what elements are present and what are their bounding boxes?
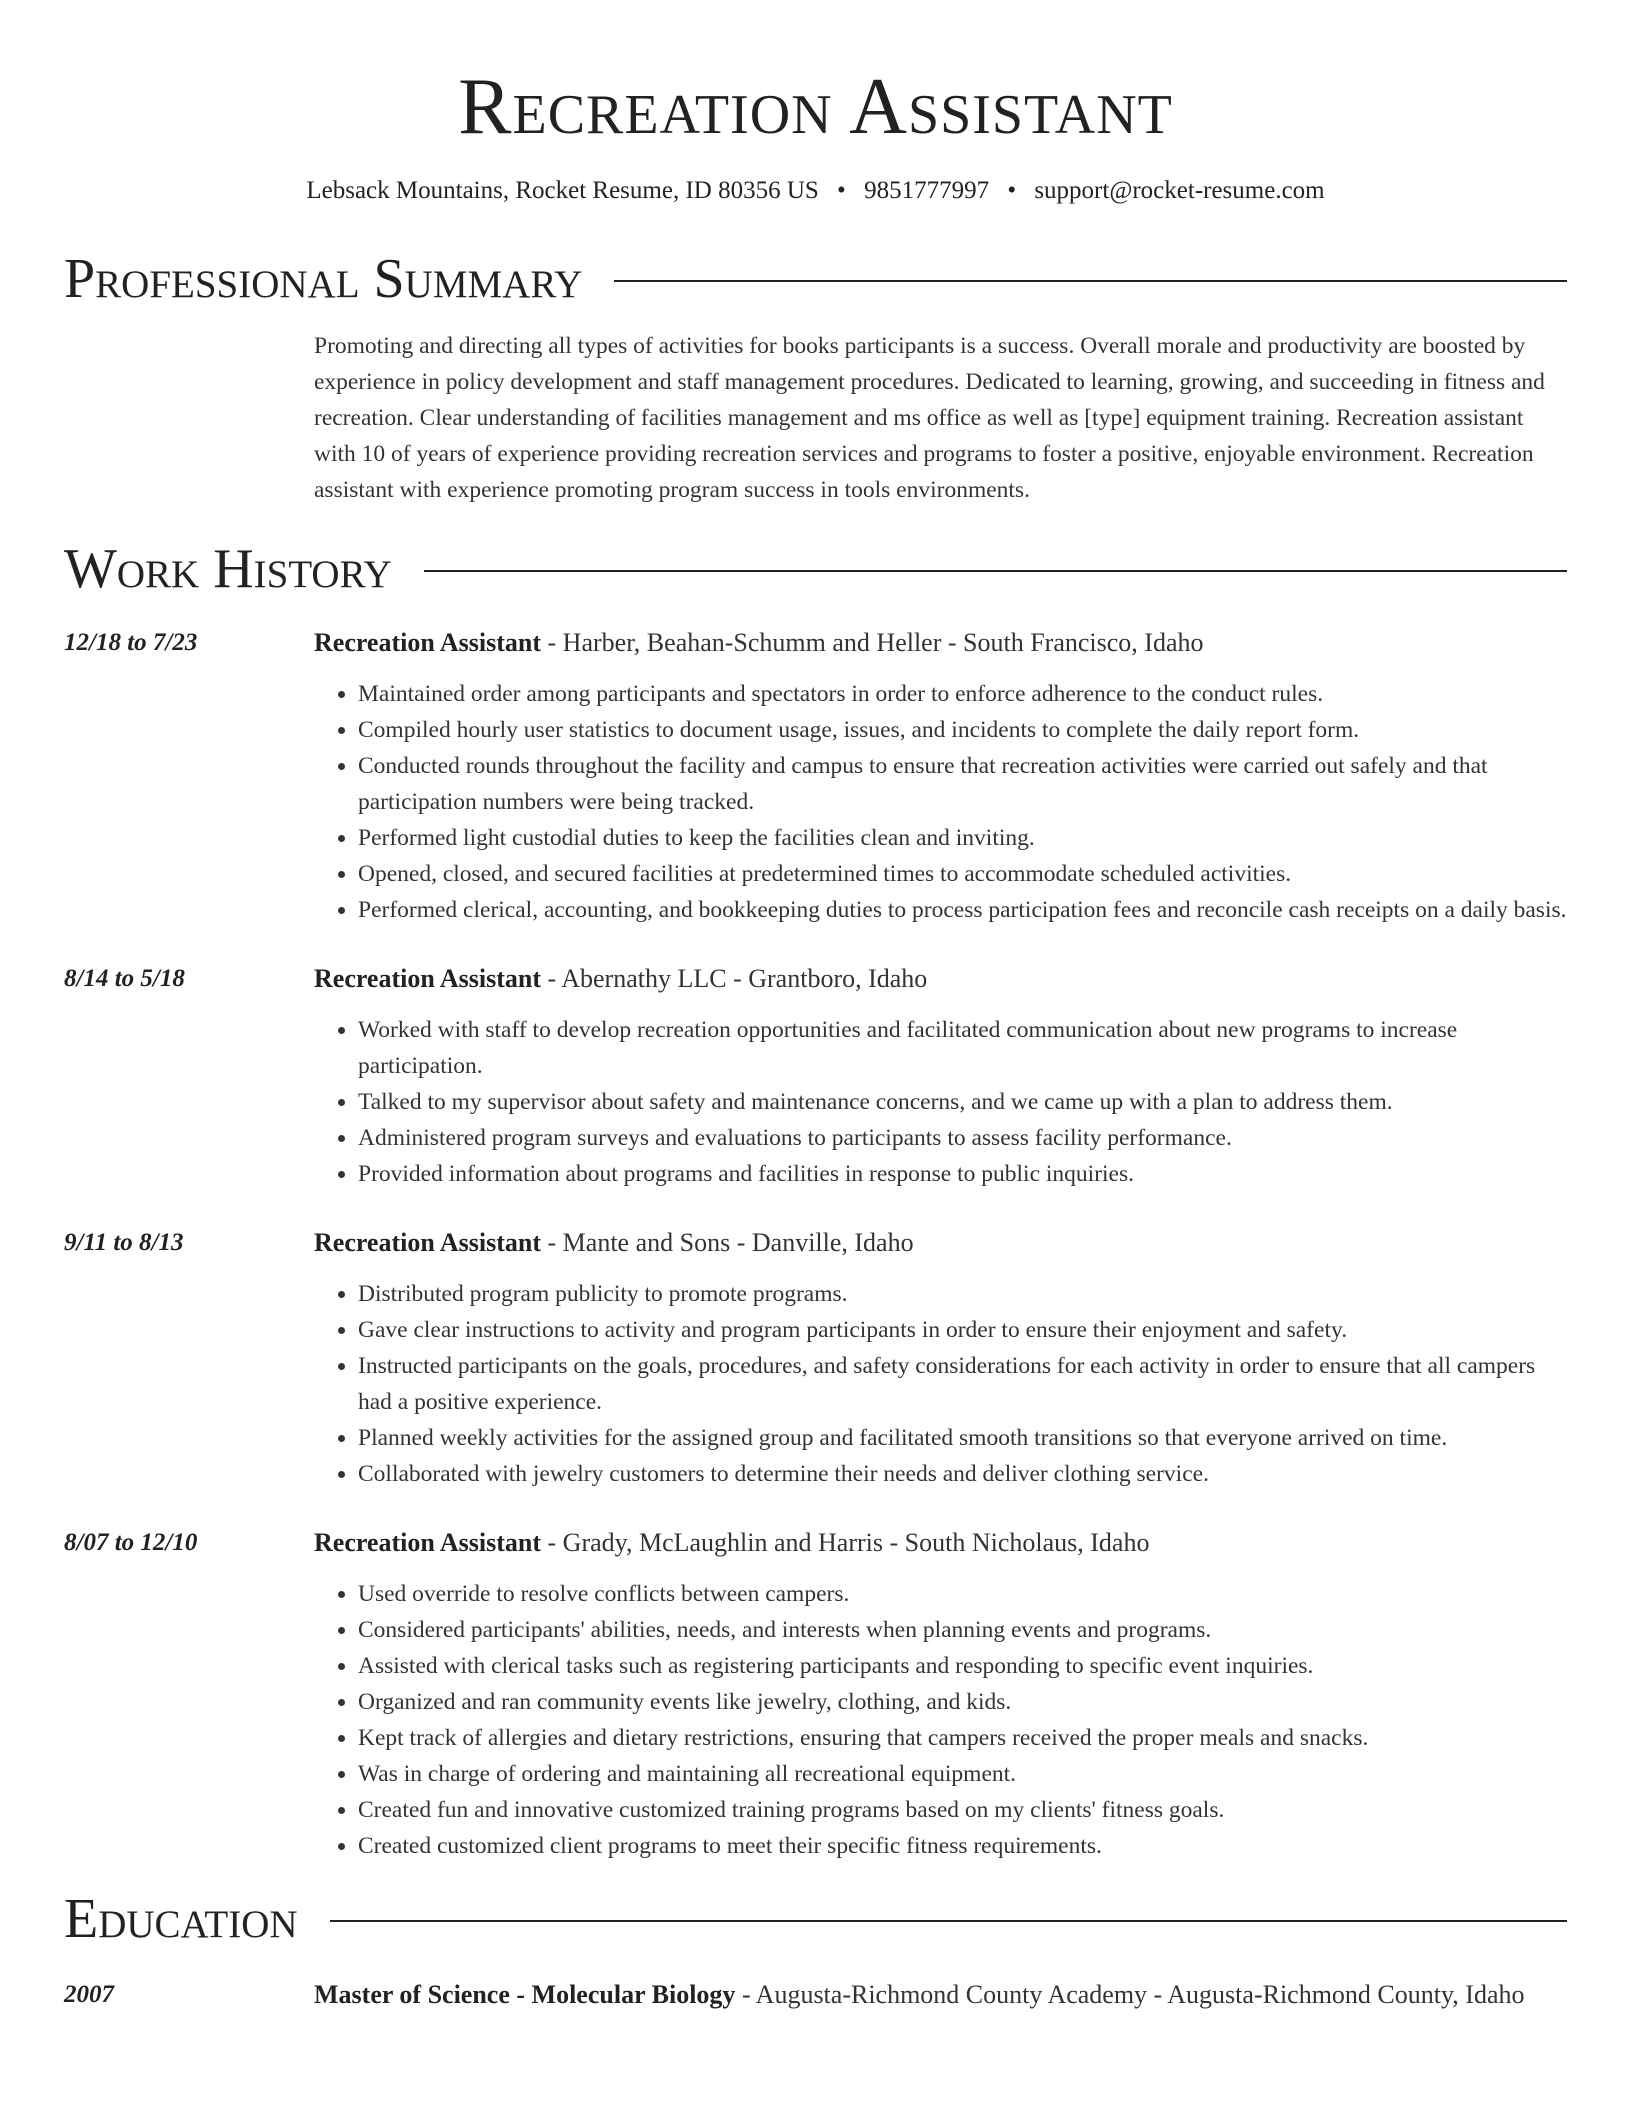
list-item: • Provided information about programs and facilities in response to public inquiries.	[358, 1156, 1567, 1192]
education-heading: Education	[64, 1888, 298, 1950]
list-item: • Instructed participants on the goals, procedures, and safety considerations for each activity in order to ensure that all campers had a positive experience.	[358, 1348, 1567, 1420]
resume-page	[64, 0, 1567, 2014]
job-dates: 9/11 to 8/13	[64, 1229, 184, 1256]
job-heading	[314, 1524, 1567, 1562]
job-dates: 8/14 to 5/18	[64, 965, 185, 992]
list-item: • Planned weekly activities for the assigned group and facilitated smooth transitions so that everyone arrived on time.	[358, 1420, 1567, 1456]
job-heading	[314, 960, 1567, 998]
job-entry	[64, 1524, 1567, 1864]
job-body	[314, 1224, 1567, 1492]
education-heading-line	[314, 1976, 1567, 2014]
list-item: • Opened, closed, and secured facilities at predetermined times to accommodate scheduled activities.	[358, 856, 1567, 892]
contact-line	[64, 174, 1567, 208]
summary-text: Promoting and directing all types of activities for books participants is a success. Overall morale and productivity are boosted by experience in policy development and staff management procedures. Dedicated to learning, growing, and succeeding in fitness and recreation. Clear understanding of facilities management and ms office as well as [type] equipment training. Recreation assistant with 10 of years of experience providing recreation services and programs to foster a positive, enjoyable environment. Recreation assistant with experience promoting program success in tools environments.	[314, 333, 1545, 503]
list-item: • Created fun and innovative customized training programs based on my clients' fitness goals.	[358, 1792, 1567, 1828]
section-divider	[424, 570, 1567, 572]
list-item: • Conducted rounds throughout the facility and campus to ensure that recreation activities were carried out safely and that participation numbers were being tracked.	[358, 748, 1567, 820]
list-item: • Collaborated with jewelry customers to determine their needs and deliver clothing service.	[358, 1456, 1567, 1492]
job-entry	[64, 960, 1567, 1192]
job-dates: 12/18 to 7/23	[64, 629, 198, 656]
section-divider	[330, 1920, 1567, 1922]
job-employer: - Grady, McLaughlin and Harris - South Nicholaus, Idaho	[541, 1528, 1150, 1557]
job-heading	[314, 624, 1567, 662]
contact-separator: •	[837, 177, 846, 204]
job-bullets	[314, 676, 1567, 928]
job-title: Recreation Assistant	[314, 1228, 542, 1257]
job-entry	[64, 1224, 1567, 1492]
job-bullets	[314, 1576, 1567, 1864]
education-degree: Master of Science - Molecular Biology	[314, 1980, 736, 2009]
list-item: • Maintained order among participants and spectators in order to enforce adherence to the conduct rules.	[358, 676, 1567, 712]
job-body	[314, 1524, 1567, 1864]
job-body	[314, 960, 1567, 1192]
list-item: • Was in charge of ordering and maintaining all recreational equipment.	[358, 1756, 1567, 1792]
list-item: • Administered program surveys and evaluations to participants to assess facility performance.	[358, 1120, 1567, 1156]
job-title: Recreation Assistant	[314, 964, 542, 993]
list-item: • Assisted with clerical tasks such as registering participants and responding to specific event inquiries.	[358, 1648, 1567, 1684]
job-employer: - Harber, Beahan-Schumm and Heller - South Francisco, Idaho	[541, 628, 1204, 657]
list-item: • Worked with staff to develop recreation opportunities and facilitated communication about new programs to increase participation.	[358, 1012, 1567, 1084]
summary-section-header	[64, 244, 1567, 314]
education-body	[314, 1976, 1567, 2014]
work-section-header	[64, 534, 1567, 604]
list-item: • Kept track of allergies and dietary restrictions, ensuring that campers received the proper meals and snacks.	[358, 1720, 1567, 1756]
contact-separator: •	[1007, 177, 1017, 204]
job-body	[314, 624, 1567, 928]
list-item: • Compiled hourly user statistics to document usage, issues, and incidents to complete the daily report form.	[358, 712, 1567, 748]
contact-email: support@rocket-resume.com	[1034, 177, 1325, 204]
job-heading	[314, 1224, 1567, 1262]
contact-phone: 9851777997	[864, 177, 990, 204]
list-item: • Performed light custodial duties to keep the facilities clean and inviting.	[358, 820, 1567, 856]
job-entry	[64, 624, 1567, 928]
job-dates: 8/07 to 12/10	[64, 1529, 198, 1556]
list-item: • Used override to resolve conflicts between campers.	[358, 1576, 1567, 1612]
contact-address: Lebsack Mountains, Rocket Resume, ID 80356 US	[306, 177, 819, 204]
work-heading: Work History	[64, 538, 392, 600]
summary-heading: Professional Summary	[64, 248, 583, 310]
education-section-header	[64, 1884, 1567, 1954]
job-employer: - Abernathy LLC - Grantboro, Idaho	[541, 964, 928, 993]
list-item: • Organized and ran community events like jewelry, clothing, and kids.	[358, 1684, 1567, 1720]
resume-name: Recreation Assistant	[458, 63, 1173, 151]
job-employer: - Mante and Sons - Danville, Idaho	[541, 1228, 914, 1257]
list-item: • Performed clerical, accounting, and bookkeeping duties to process participation fees and reconcile cash receipts on a daily basis.	[358, 892, 1567, 928]
list-item: • Created customized client programs to meet their specific fitness requirements.	[358, 1828, 1567, 1864]
job-title: Recreation Assistant	[314, 1528, 542, 1557]
education-year: 2007	[64, 1981, 114, 2008]
education-school: - Augusta-Richmond County Academy - Augusta-Richmond County, Idaho	[735, 1980, 1525, 2009]
job-title: Recreation Assistant	[314, 628, 542, 657]
list-item: • Distributed program publicity to promote programs.	[358, 1276, 1567, 1312]
education-entry	[64, 1976, 1567, 2014]
list-item: • Considered participants' abilities, needs, and interests when planning events and programs.	[358, 1612, 1567, 1648]
list-item: • Talked to my supervisor about safety and maintenance concerns, and we came up with a plan to address them.	[358, 1084, 1567, 1120]
job-bullets	[314, 1012, 1567, 1192]
job-bullets	[314, 1276, 1567, 1492]
section-divider	[614, 280, 1567, 282]
list-item: • Gave clear instructions to activity and program participants in order to ensure their enjoyment and safety.	[358, 1312, 1567, 1348]
